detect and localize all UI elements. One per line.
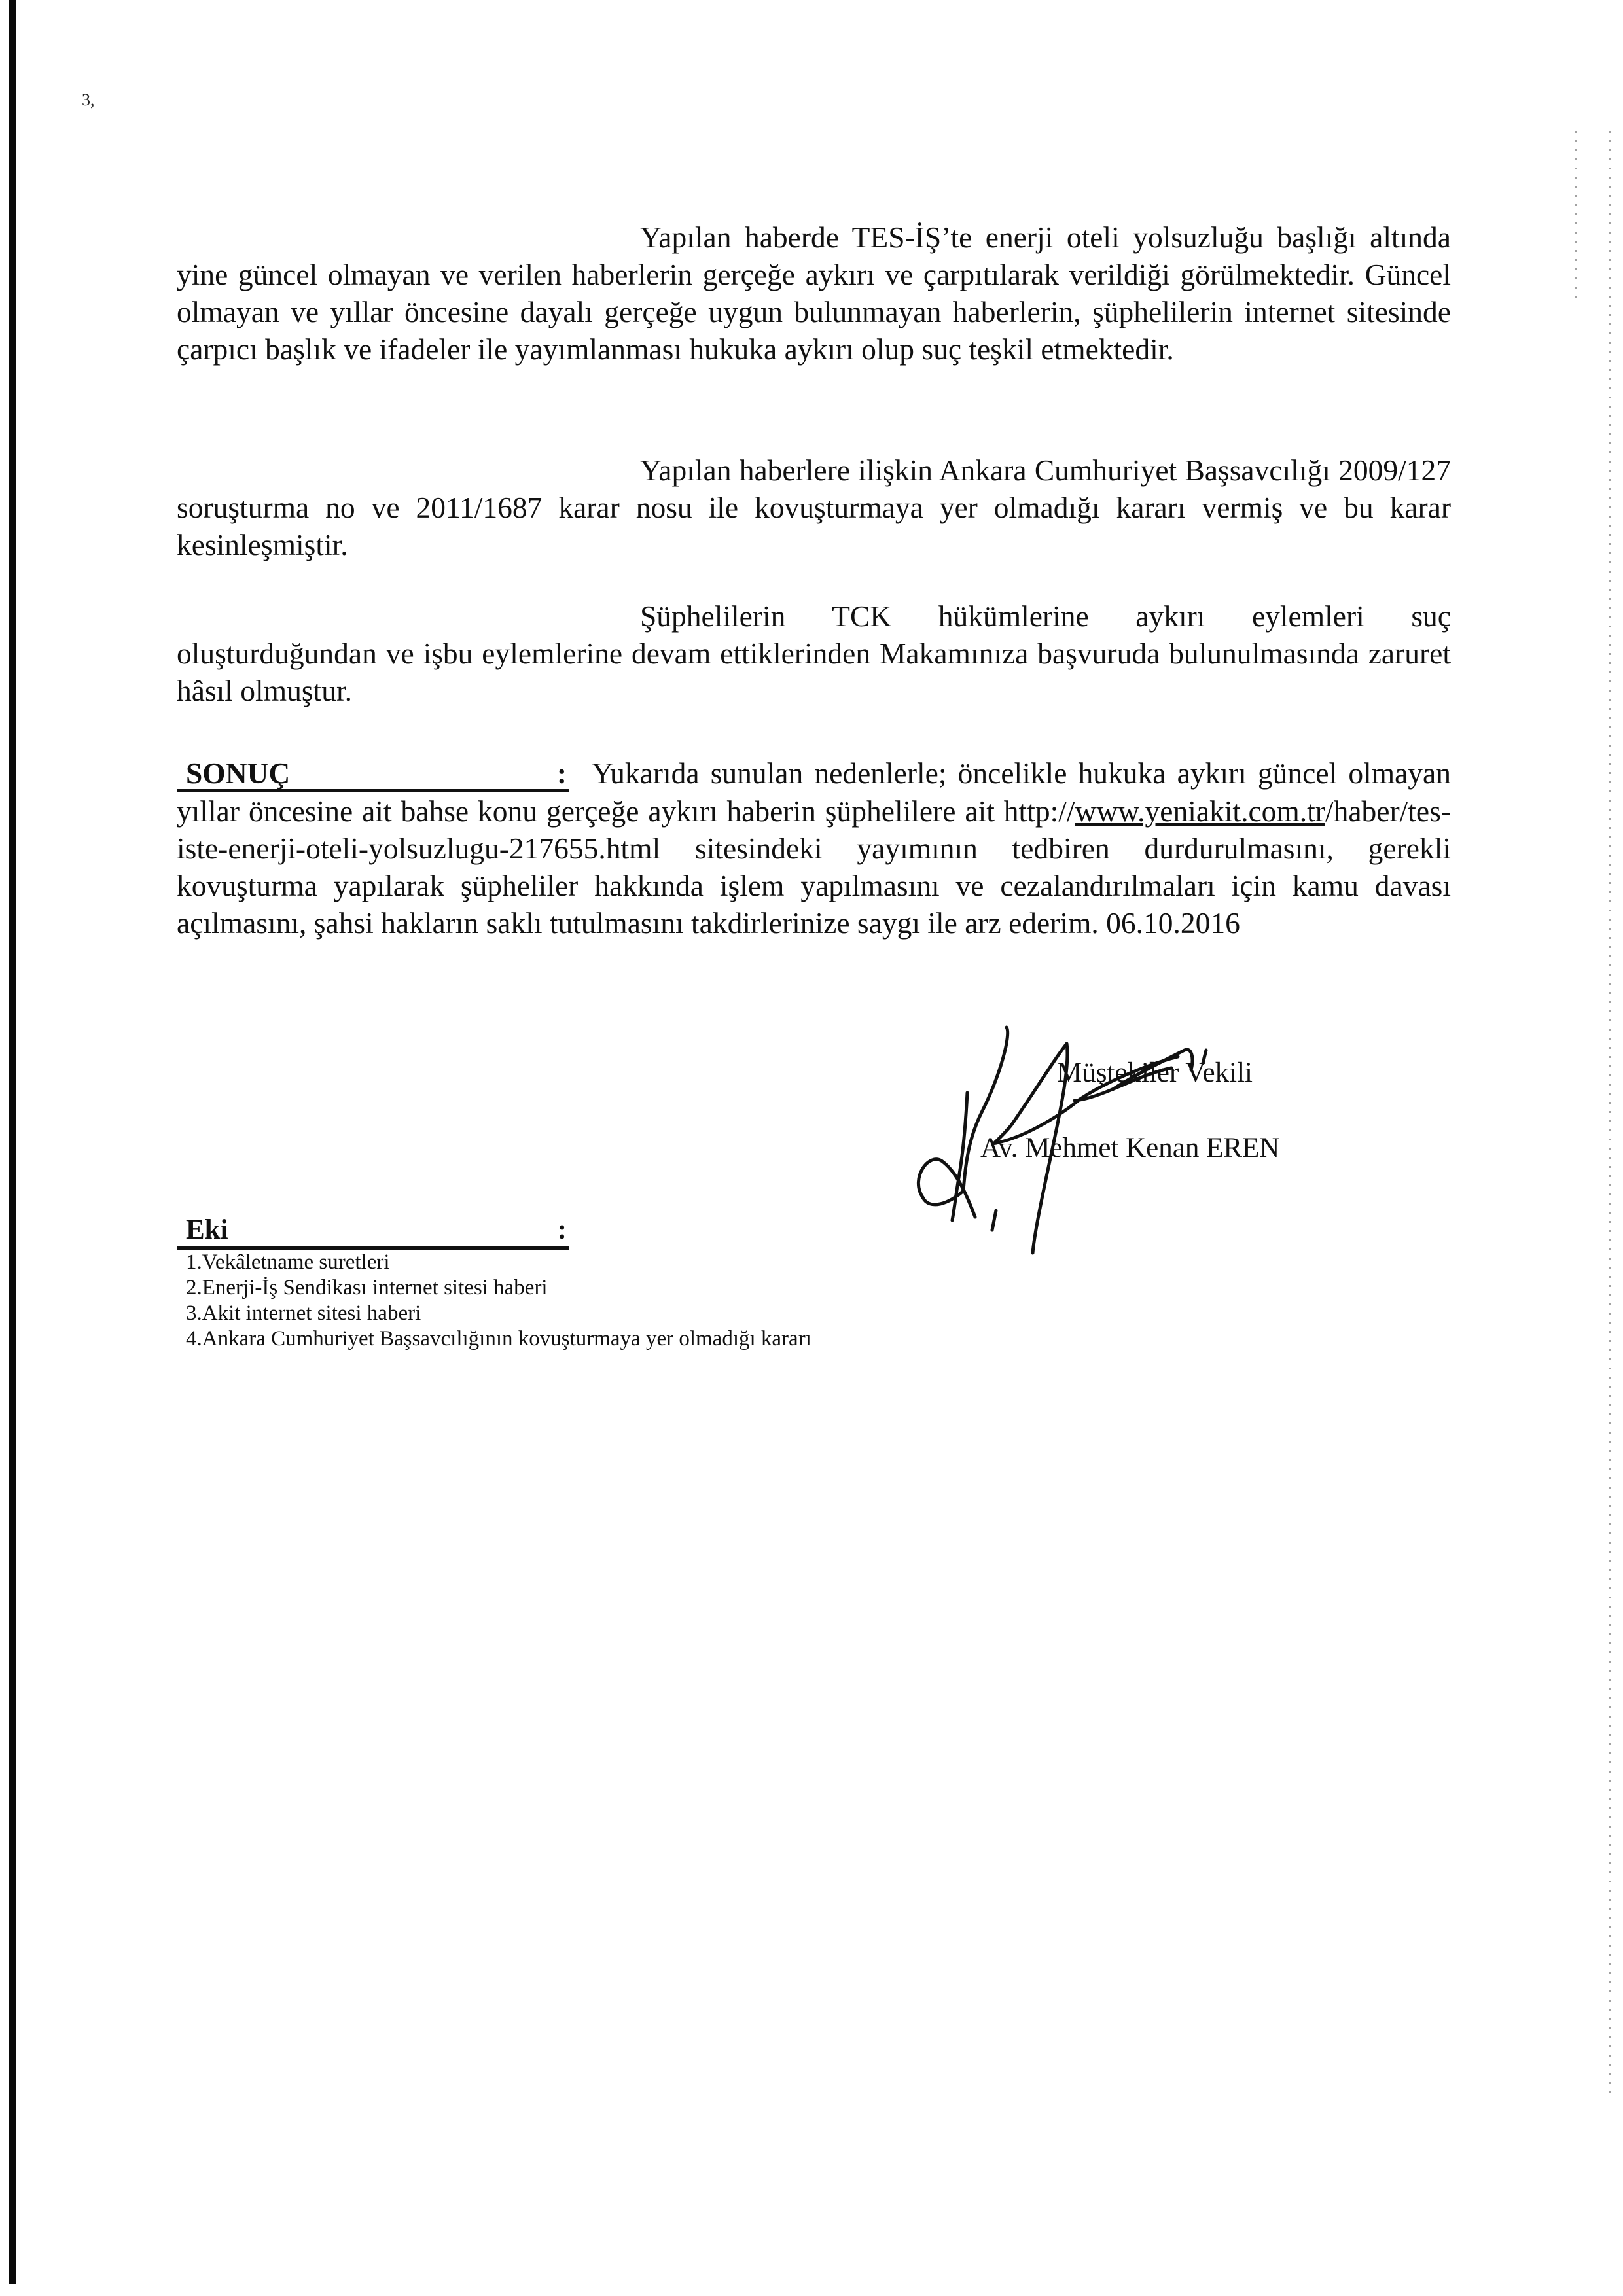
- signatory-name: Av. Mehmet Kenan EREN: [980, 1133, 1280, 1163]
- attachment-item: 3.Akit internet sitesi haberi: [186, 1301, 421, 1325]
- source-url-link[interactable]: www.yeniakit.com.tr: [1075, 794, 1325, 828]
- signature-block: [903, 995, 1361, 1269]
- attachments-section: [177, 1214, 897, 1352]
- attachment-item: 2.Enerji-İş Sendikası internet sitesi haberi: [186, 1276, 548, 1299]
- paragraph-text: Şüphelilerin TCK hükümlerine aykırı eylemleri suç oluşturduğundan ve işbu eylemlerine devam ettiklerinden Makamınıza başvuruda bulunulmasında zaruret hâsıl olmuştur.: [177, 599, 1451, 707]
- attachments-list: [177, 1250, 897, 1352]
- conclusion-label: SONUÇ: [186, 756, 291, 790]
- attachments-heading: [177, 1214, 569, 1250]
- conclusion-text-before-url: Yukarıda sunulan nedenlerle; öncelikle hukuka aykırı güncel olmayan yıllar öncesine ait bahse konu gerçeğe aykırı haberin şüphelilere ait: [177, 756, 1452, 828]
- body-paragraph-3: [177, 597, 1451, 709]
- paragraph-text: Yapılan haberlere ilişkin Ankara Cumhuriyet Başsavcılığı 2009/127 soruşturma no ve 2011/1687 karar nosu ile kovuşturmaya yer olmadığı kararı vermiş ve bu karar kesinleşmiştir.: [177, 453, 1451, 561]
- page-number-mark: 3,: [82, 90, 95, 109]
- conclusion-colon: :: [556, 756, 567, 790]
- paragraph-text: Yapılan haberde TES-İŞ’te enerji oteli yolsuzluğu başlığı altında yine güncel olmayan ve verilen haberlerin gerçeğe aykırı ve çarpıtılarak verildiği görülmektedir. Güncel olmayan ve yıllar öncesine dayalı gerçeğe uygun bulunmayan haberlerin, şüphelilerin internet sitesinde çarpıcı başlık ve ifadeler ile yayımlanması hukuka aykırı olup suç teşkil etmektedir.: [177, 221, 1451, 366]
- scan-noise-right: [1609, 131, 1611, 2094]
- scan-edge-bar: [9, 0, 16, 2284]
- conclusion-text-after-url: sitesindeki yayımının tedbiren durdurulmasını, gerekli kovuşturma yapılarak şüpheliler hakkında işlem yapılmasını ve cezalandırılmaları için kamu davası açılmasını, şahsi hakların saklı tutulmasını takdirlerinize saygı ile arz ederim. 06.10.2016: [177, 832, 1451, 940]
- attachments-label: Eki: [186, 1214, 228, 1245]
- handwritten-signature-icon: [903, 995, 1361, 1269]
- url-prefix: http://: [1003, 794, 1075, 828]
- scan-noise-right: [1575, 131, 1577, 301]
- signatory-title: Müştekiler Vekili: [1057, 1057, 1253, 1088]
- body-paragraph-2: [177, 451, 1451, 563]
- conclusion-section: [177, 754, 1451, 942]
- attachment-item: 1.Vekâletname suretleri: [186, 1250, 390, 1274]
- attachment-item: 4.Ankara Cumhuriyet Başsavcılığının kovuşturmaya yer olmadığı kararı: [186, 1327, 812, 1351]
- url-path: /haber/tes-iste-enerji-oteli-yolsuzlugu-217655.html: [177, 794, 1451, 865]
- conclusion-heading: [177, 758, 569, 792]
- attachments-colon: :: [557, 1214, 567, 1245]
- body-paragraph-1: [177, 219, 1451, 368]
